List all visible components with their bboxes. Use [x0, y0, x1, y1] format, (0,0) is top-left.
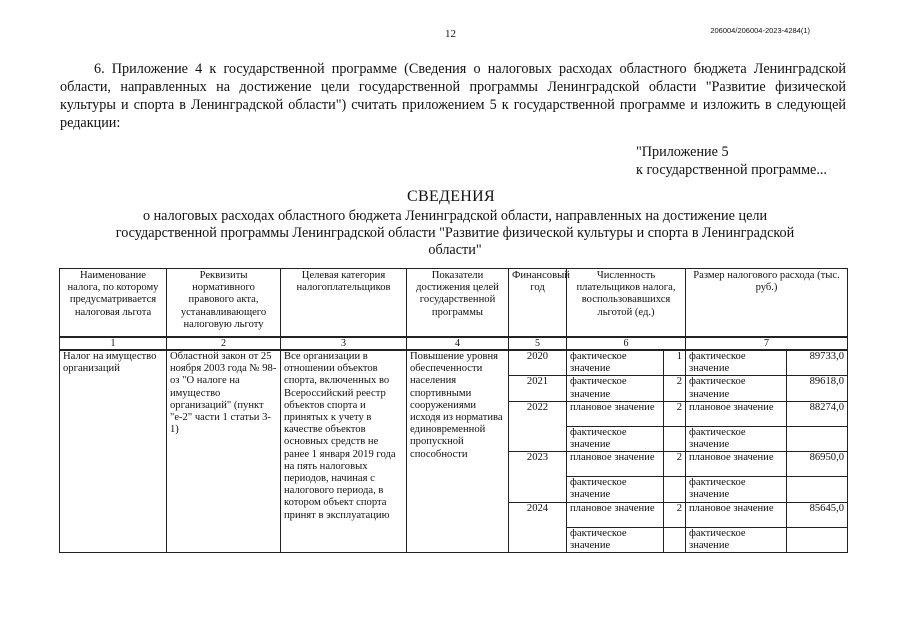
- count-value-cell: [664, 426, 686, 451]
- header-indicator: Показатели достижения целей государственной программы: [407, 269, 509, 338]
- column-number: 7: [686, 337, 848, 350]
- tax-name-cell: Налог на имущество организаций: [60, 350, 167, 553]
- amount-label-cell: фактическое значение: [686, 477, 787, 502]
- count-label-cell: фактическое значение: [567, 477, 664, 502]
- appendix-reference-line2: к государственной программе...: [636, 162, 827, 178]
- count-label-cell: фактическое значение: [567, 527, 664, 552]
- category-cell: Все организации в отношении объектов спорта, включенных во Всероссийский реестр объектов спорта и принятых к учету в качестве объектов основных средств не ранее 1 января 2019 года на пять налоговых периодов, начиная с налогового периода, в котором объект спорта принят в эксплуатацию: [281, 350, 407, 553]
- table-header-row: [60, 269, 848, 338]
- legal-act-cell: Областной закон от 25 ноября 2003 года № 98-оз "О налоге на имущество организаций" (пункт "е-2" части 1 статьи 3-1): [167, 350, 281, 553]
- header-year: Финансовый год: [509, 269, 567, 338]
- appendix-reference-line1: "Приложение 5: [636, 144, 729, 160]
- count-value-cell: 2: [664, 502, 686, 527]
- column-number: 2: [167, 337, 281, 350]
- count-value-cell: 2: [664, 401, 686, 426]
- amount-label-cell: плановое значение: [686, 452, 787, 477]
- count-label-cell: плановое значение: [567, 452, 664, 477]
- column-number: 4: [407, 337, 509, 350]
- amount-label-cell: фактическое значение: [686, 527, 787, 552]
- amount-value-cell: 89618,0: [787, 376, 848, 401]
- amount-value-cell: [787, 527, 848, 552]
- appendix-reference: [636, 143, 827, 179]
- count-label-cell: фактическое значение: [567, 350, 664, 376]
- count-value-cell: 2: [664, 376, 686, 401]
- amount-label-cell: фактическое значение: [686, 376, 787, 401]
- year-cell: 2022: [509, 401, 567, 451]
- count-label-cell: фактическое значение: [567, 376, 664, 401]
- column-number: 6: [567, 337, 686, 350]
- indicator-cell: Повышение уровня обеспеченности населения спортивными сооружениями исходя из норматива единовременной пропускной способности: [407, 350, 509, 553]
- year-cell: 2021: [509, 376, 567, 401]
- count-label-cell: плановое значение: [567, 502, 664, 527]
- amount-label-cell: плановое значение: [686, 401, 787, 426]
- tax-expenditure-table: [59, 268, 848, 553]
- document-code: 206004/206004-2023-4284(1): [710, 26, 810, 35]
- count-label-cell: фактическое значение: [567, 426, 664, 451]
- count-value-cell: [664, 477, 686, 502]
- document-subtitle: о налоговых расходах областного бюджета Ленинградской области, направленных на достижение цели государственной программы Ленинградской области "Развитие физической культуры и спорта в Ленинградской области": [115, 208, 795, 258]
- amount-label-cell: фактическое значение: [686, 350, 787, 376]
- header-legal-act: Реквизиты нормативного правового акта, устанавливающего налоговую льготу: [167, 269, 281, 338]
- count-value-cell: [664, 527, 686, 552]
- amount-label-cell: фактическое значение: [686, 426, 787, 451]
- year-cell: 2024: [509, 502, 567, 552]
- count-value-cell: 2: [664, 452, 686, 477]
- column-number-row: [60, 337, 848, 350]
- amount-value-cell: [787, 477, 848, 502]
- amount-value-cell: 88274,0: [787, 401, 848, 426]
- amount-value-cell: 86950,0: [787, 452, 848, 477]
- amendment-paragraph: 6. Приложение 4 к государственной программе (Сведения о налоговых расходах областного бюджета Ленинградской области, направленных на достижение цели государственной программы Ленинградской области "Развитие физической культуры и спорта в Ленинградской области") считать приложением 5 к государственной программе и изложить в следующей редакции:: [60, 61, 846, 131]
- header-category: Целевая категория налогоплательщиков: [281, 269, 407, 338]
- column-number: 3: [281, 337, 407, 350]
- column-number: 1: [60, 337, 167, 350]
- year-cell: 2023: [509, 452, 567, 502]
- amount-value-cell: 89733,0: [787, 350, 848, 376]
- count-label-cell: плановое значение: [567, 401, 664, 426]
- document-title: СВЕДЕНИЯ: [407, 188, 495, 205]
- header-tax-name: Наименование налога, по которому предусматривается налоговая льгота: [60, 269, 167, 338]
- column-number: 5: [509, 337, 567, 350]
- page-number: 12: [445, 28, 456, 40]
- header-taxpayer-count: Численность плательщиков налога, воспользовавшихся льготой (ед.): [567, 269, 686, 338]
- count-value-cell: 1: [664, 350, 686, 376]
- amount-value-cell: 85645,0: [787, 502, 848, 527]
- table-row: [60, 350, 848, 376]
- amount-label-cell: плановое значение: [686, 502, 787, 527]
- year-cell: 2020: [509, 350, 567, 376]
- header-expenditure-amount: Размер налогового расхода (тыс. руб.): [686, 269, 848, 338]
- amount-value-cell: [787, 426, 848, 451]
